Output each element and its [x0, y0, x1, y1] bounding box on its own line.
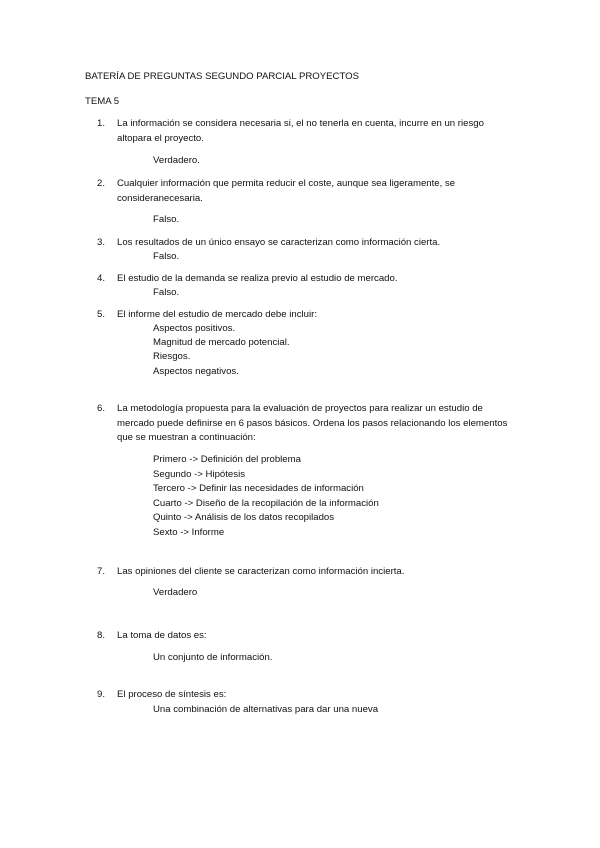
- step-item: Tercero -> Definir las necesidades de información: [153, 483, 364, 494]
- question-number: 9.: [97, 689, 106, 700]
- question-number: 2.: [97, 178, 106, 189]
- question-text: El proceso de síntesis es:: [117, 689, 227, 700]
- answer-list-item: Aspectos negativos.: [153, 366, 239, 377]
- answer-text: Un conjunto de información.: [153, 652, 273, 663]
- question-number: 5.: [97, 309, 106, 320]
- answer-text: Falso.: [153, 214, 180, 225]
- answer-text: Verdadero: [153, 587, 198, 598]
- answer-list-item: Aspectos positivos.: [153, 323, 236, 334]
- question-text: Los resultados de un único ensayo se caracterizan como información cierta.: [117, 237, 441, 248]
- answer-list-item: Magnitud de mercado potencial.: [153, 337, 290, 348]
- question-text: El estudio de la demanda se realiza previo al estudio de mercado.: [117, 273, 398, 284]
- question-text: La metodología propuesta para la evaluación de proyectos para realizar un estudio de mercado puede definirse en 6 pasos básicos. Ordena los pasos relacionando los elementos que se muestran a continuación:: [117, 403, 508, 443]
- question-number: 1.: [97, 118, 106, 129]
- answer-text: Verdadero.: [153, 155, 200, 166]
- question-number: 4.: [97, 273, 106, 284]
- question-text: La toma de datos es:: [117, 630, 207, 641]
- step-item: Quinto -> Análisis de los datos recopilados: [153, 512, 335, 523]
- question-text: Cualquier información que permita reducir el coste, aunque sea ligeramente, se consideranecesaria.: [117, 178, 456, 204]
- question-number: 6.: [97, 403, 106, 414]
- step-item: Segundo -> Hipótesis: [153, 469, 245, 480]
- question-text: Las opiniones del cliente se caracterizan como información incierta.: [117, 566, 405, 577]
- answer-text: Una combinación de alternativas para dar una nueva: [153, 704, 379, 715]
- question-text: El informe del estudio de mercado debe incluir:: [117, 309, 317, 320]
- step-item: Primero -> Definición del problema: [153, 454, 301, 465]
- question-number: 7.: [97, 566, 106, 577]
- answer-list-item: Riesgos.: [153, 351, 191, 362]
- answer-text: Falso.: [153, 251, 180, 262]
- step-item: Sexto -> Informe: [153, 527, 225, 538]
- question-number: 8.: [97, 630, 106, 641]
- document-title: BATERÍA DE PREGUNTAS SEGUNDO PARCIAL PROYECTOS: [85, 71, 360, 82]
- step-item: Cuarto -> Diseño de la recopilación de la información: [153, 498, 379, 509]
- question-number: 3.: [97, 237, 106, 248]
- question-text: La información se considera necesaria si, el no tenerla en cuenta, incurre en un riesgo altopara el proyecto.: [117, 118, 484, 144]
- section-heading: TEMA 5: [85, 96, 120, 107]
- answer-text: Falso.: [153, 287, 180, 298]
